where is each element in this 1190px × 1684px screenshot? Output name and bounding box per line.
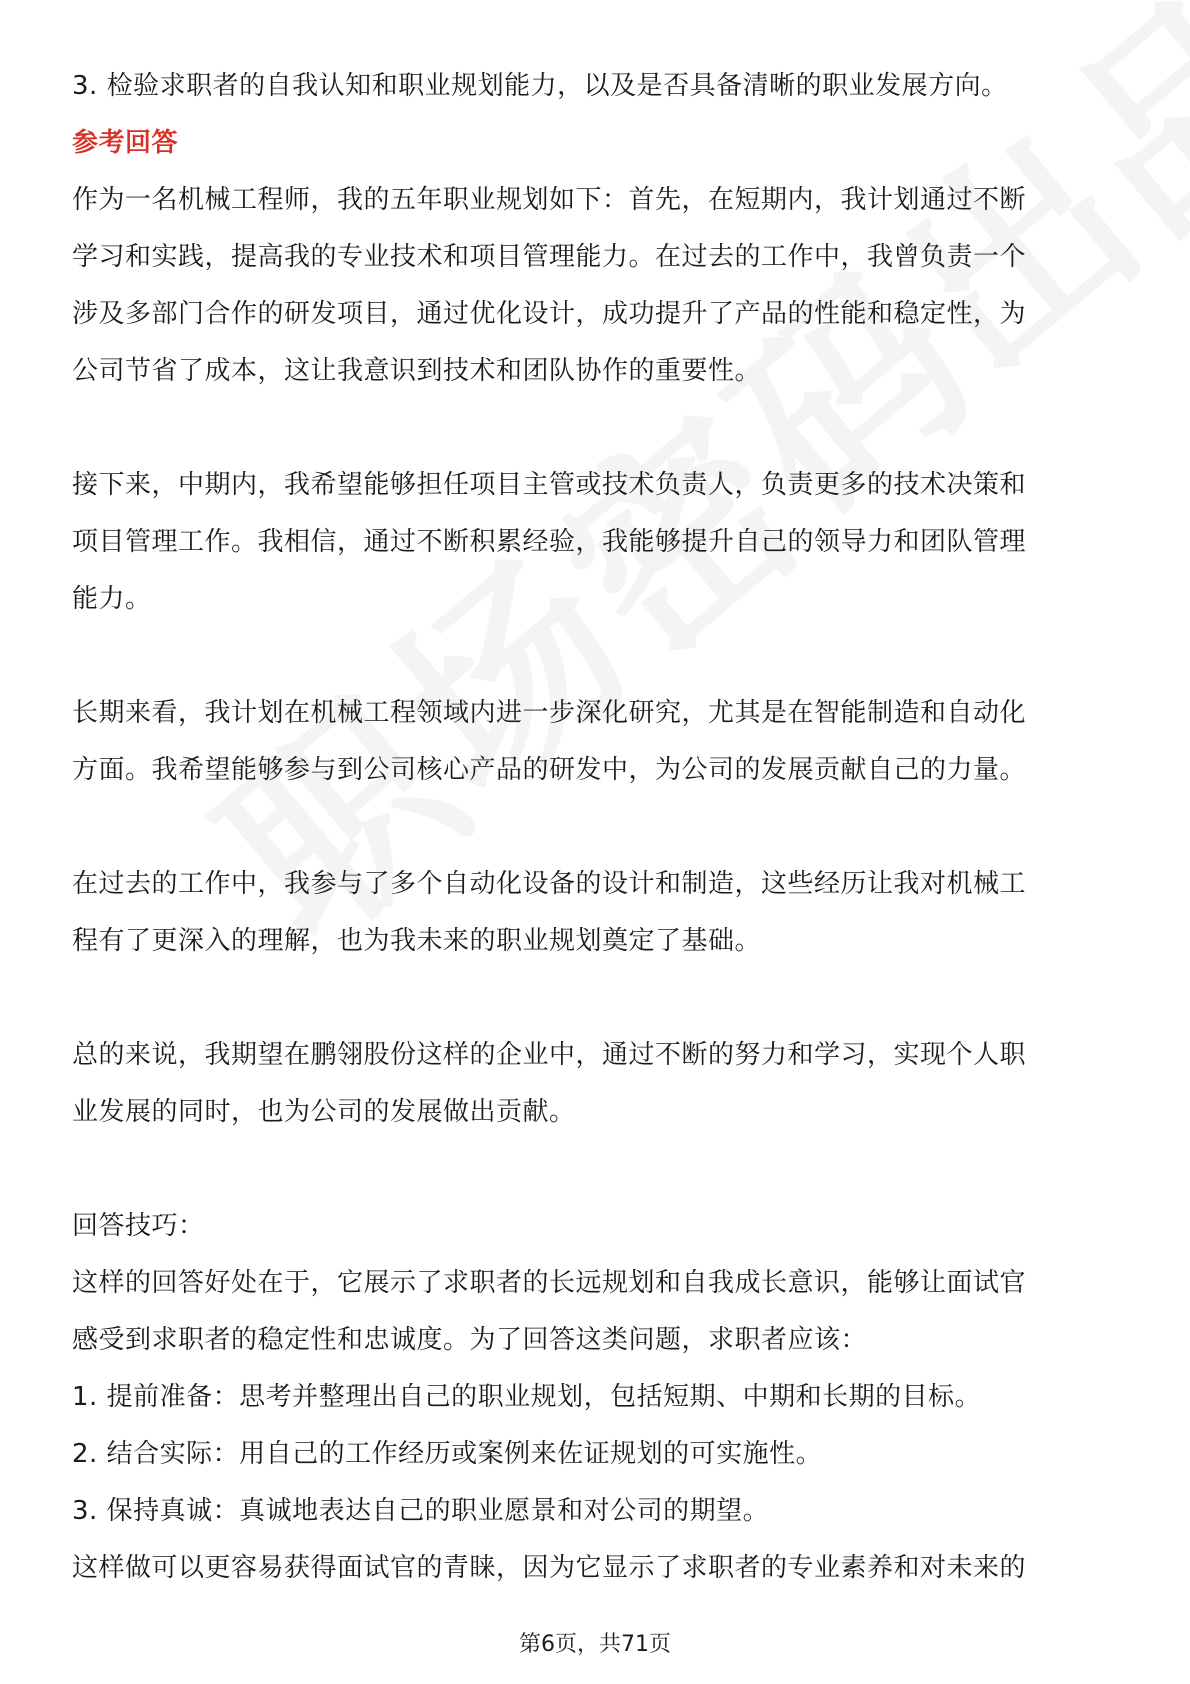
paragraph-gap bbox=[72, 799, 1122, 856]
paragraph-line: 接下来，中期内，我希望能够担任项目主管或技术负责人，负责更多的技术决策和 bbox=[72, 470, 1027, 500]
paragraph-line: 项目管理工作。我相信，通过不断积累经验，我能够提升自己的领导力和团队管理 bbox=[72, 527, 1027, 557]
paragraph-gap bbox=[72, 400, 1122, 457]
paragraph-line: 长期来看，我计划在机械工程领域内进一步深化研究，尤其是在智能制造和自动化 bbox=[72, 698, 1027, 728]
paragraph-gap bbox=[72, 628, 1122, 685]
tip-item-3: 3. 保持真诚：真诚地表达自己的职业愿景和对公司的期望。 bbox=[72, 1496, 770, 1526]
paragraph-line: 总的来说，我期望在鹏翎股份这样的企业中，通过不断的努力和学习，实现个人职 bbox=[72, 1040, 1027, 1070]
paragraph-line: 在过去的工作中，我参与了多个自动化设备的设计和制造，这些经历让我对机械工 bbox=[72, 869, 1027, 899]
tip-item-1: 1. 提前准备：思考并整理出自己的职业规划，包括短期、中期和长期的目标。 bbox=[72, 1382, 982, 1412]
paragraph-gap bbox=[72, 970, 1122, 1027]
paragraph-line: 感受到求职者的稳定性和忠诚度。为了回答这类问题，求职者应该： bbox=[72, 1325, 868, 1355]
paragraph-line: 公司节省了成本，这让我意识到技术和团队协作的重要性。 bbox=[72, 356, 762, 386]
paragraph-line: 能力。 bbox=[72, 584, 152, 614]
paragraph-line: 学习和实践，提高我的专业技术和项目管理能力。在过去的工作中，我曾负责一个 bbox=[72, 242, 1027, 272]
paragraph-line: 业发展的同时，也为公司的发展做出贡献。 bbox=[72, 1097, 576, 1127]
paragraph-line: 方面。我希望能够参与到公司核心产品的研发中，为公司的发展贡献自己的力量。 bbox=[72, 755, 1027, 785]
document-body bbox=[72, 58, 1122, 1597]
intro-item-3: 3. 检验求职者的自我认知和职业规划能力，以及是否具备清晰的职业发展方向。 bbox=[72, 71, 1008, 101]
paragraph-line: 这样做可以更容易获得面试官的青睐，因为它显示了求职者的专业素养和对未来的 bbox=[72, 1553, 1027, 1583]
answer-heading: 参考回答 bbox=[72, 128, 179, 158]
page-number-footer: 第6页，共71页 bbox=[519, 1632, 671, 1657]
tip-item-2: 2. 结合实际：用自己的工作经历或案例来佐证规划的可实施性。 bbox=[72, 1439, 823, 1469]
paragraph-line: 程有了更深入的理解，也为我未来的职业规划奠定了基础。 bbox=[72, 926, 762, 956]
paragraph-line: 作为一名机械工程师，我的五年职业规划如下：首先，在短期内，我计划通过不断 bbox=[72, 185, 1027, 215]
paragraph-gap bbox=[72, 1141, 1122, 1198]
paragraph-line: 这样的回答好处在于，它展示了求职者的长远规划和自我成长意识，能够让面试官 bbox=[72, 1268, 1027, 1298]
paragraph-line: 涉及多部门合作的研发项目，通过优化设计，成功提升了产品的性能和稳定性，为 bbox=[72, 299, 1027, 329]
tips-heading: 回答技巧： bbox=[72, 1211, 205, 1241]
